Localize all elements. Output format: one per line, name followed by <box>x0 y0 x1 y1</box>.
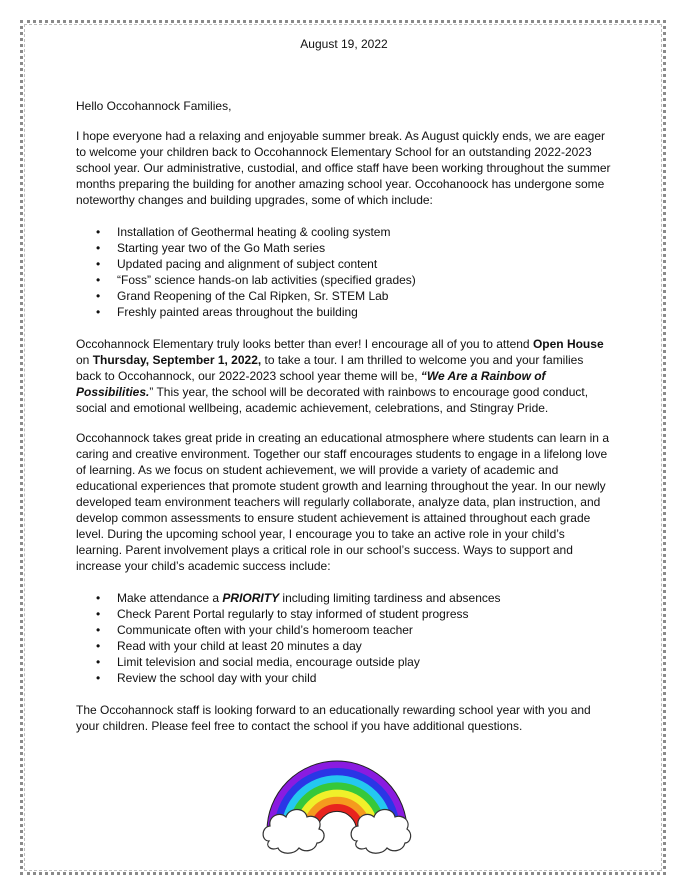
list-item: • Grand Reopening of the Cal Ripken, Sr. STEM Lab <box>96 288 612 304</box>
support-text: including limiting tardiness and absences <box>279 591 501 605</box>
list-item: • Installation of Geothermal heating & cooling system <box>96 224 612 240</box>
list-item: • Read with your child at least 20 minutes a day <box>96 638 612 654</box>
support-text: Make attendance a <box>117 591 223 605</box>
upgrades-list <box>96 224 612 320</box>
list-item: • Check Parent Portal regularly to stay informed of student progress <box>96 606 612 622</box>
pride-paragraph: Occohannock takes great pride in creating an educational atmosphere where students can learn in a caring and creative environment. Together our staff encourages students to engage in a lifelong love of learning. As we focus on student achievement, we will provide a variety of academic and educational experiences that promote student growth and learning throughout the year. In our newly developed team environment teachers will regularly collaborate, analyze data, plan instruction, and develop common assessments to ensure student achievement is attained throughout each grade level. During the upcoming school year, I encourage you to take an active role in your child’s learning. Parent involvement plays a critical role in our school’s success. Ways to support and increase your child’s academic success include: <box>76 431 609 573</box>
open-house-text: Occohannock Elementary truly looks better than ever! I encourage all of you to attend <box>76 337 533 351</box>
open-house-date: Thursday, September 1, 2022, <box>92 353 262 367</box>
letter-date: August 19, 2022 <box>300 37 388 51</box>
open-house-text: on <box>76 353 93 367</box>
list-item: • Review the school day with your child <box>96 670 612 686</box>
open-house-paragraph <box>76 336 612 416</box>
priority-emphasis: PRIORITY <box>222 591 280 605</box>
support-list <box>96 590 612 686</box>
school-year-theme: “We Are a Rainbow of Possibilities. <box>76 369 546 399</box>
intro-paragraph: I hope everyone had a relaxing and enjoyable summer break. As August quickly ends, we are eager to welcome your children back to Occohannock Elementary School for an outstanding 2022-2023 school year. Our administrative, custodial, and office staff have been working throughout the summer months preparing the building for another amazing school year. Occohanoock has undergone some noteworthy changes and building upgrades, some of which include: <box>76 129 611 207</box>
list-item: • Starting year two of the Go Math series <box>96 240 612 256</box>
letter-greeting: Hello Occohannock Families, <box>76 99 232 113</box>
open-house-event: Open House <box>532 337 604 351</box>
list-item: • Updated pacing and alignment of subject content <box>96 256 612 272</box>
list-item: • Freshly painted areas throughout the building <box>96 304 612 320</box>
open-house-text: ” This year, the school will be decorated with rainbows to encourage good conduct, social and emotional wellbeing, academic achievement, celebrations, and Stingray Pride. <box>76 385 589 415</box>
list-item: • “Foss” science hands-on lab activities (specified grades) <box>96 272 612 288</box>
list-item: • Limit television and social media, encourage outside play <box>96 654 612 670</box>
letter-body <box>76 36 612 734</box>
list-item: • Communicate often with your child’s homeroom teacher <box>96 622 612 638</box>
list-item <box>96 590 612 606</box>
rainbow-illustration <box>261 745 413 857</box>
open-house-text: to take a tour. I am thrilled to welcome you and your families back to Occohannock, our 2022-2023 school year theme will be, <box>76 353 584 383</box>
closing-paragraph: The Occohannock staff is looking forward to an educationally rewarding school year with you and your children. Please feel free to contact the school if you have additional questions. <box>76 703 591 733</box>
